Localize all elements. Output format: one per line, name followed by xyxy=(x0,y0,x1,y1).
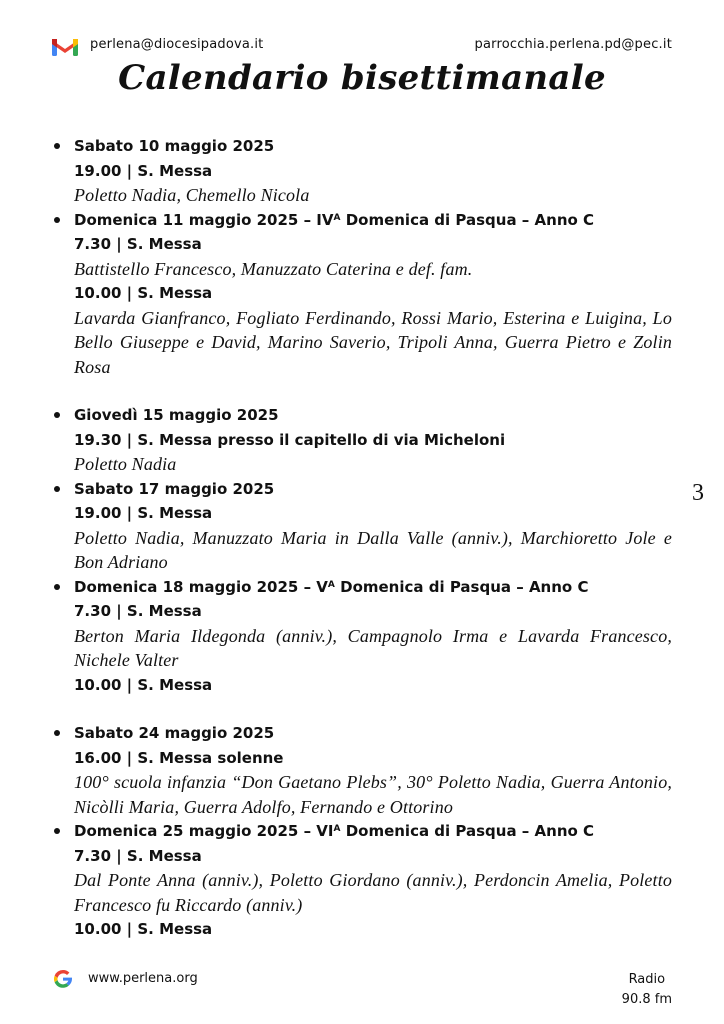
calendar-entry xyxy=(52,134,672,208)
email-link[interactable]: perlena@diocesipadova.it xyxy=(90,37,264,52)
website-link[interactable]: www.perlena.org xyxy=(88,971,198,986)
gmail-icon xyxy=(52,36,78,56)
radio-info xyxy=(622,970,672,1010)
entry-date-main: Domenica 11 maggio 2025 – IV xyxy=(74,210,334,229)
calendar-entry xyxy=(52,819,672,942)
week-group xyxy=(52,403,672,697)
mass-time: 7.30 | S. Messa xyxy=(74,846,202,865)
entry-date: Sabato 24 maggio 2025 xyxy=(74,724,275,742)
entry-date-sup: A xyxy=(333,824,341,834)
calendar-entry xyxy=(52,477,672,575)
calendar-entry xyxy=(52,575,672,698)
page-footer xyxy=(52,968,672,1008)
entry-date xyxy=(74,208,672,233)
entry-date-sup: A xyxy=(327,579,335,590)
mass-intentions: Berton Maria Ildegonda (anniv.), Campagnolo Irma e Lavarda Francesco, Nichele Valter xyxy=(74,625,672,670)
mass-time: 7.30 | S. Messa xyxy=(74,235,202,253)
page-title: Calendario bisettimanale xyxy=(118,58,606,98)
mass-intentions: Dal Ponte Anna (anniv.), Poletto Giordano (anniv.), Perdoncin Amelia, Poletto Francesco fu Riccardo (anniv.) xyxy=(74,870,672,915)
entry-date-sup: A xyxy=(333,212,341,223)
mass-intentions: Battistello Francesco, Manuzzato Caterina e def. fam. xyxy=(74,258,473,279)
entry-date: Giovedì 15 maggio 2025 xyxy=(74,406,279,424)
calendar-entry xyxy=(52,208,672,380)
entry-date xyxy=(74,575,672,600)
entry-date-main: Domenica 25 maggio 2025 – VI xyxy=(74,822,334,840)
mass-time: 16.00 | S. Messa solenne xyxy=(74,748,284,767)
radio-frequency: 90.8 fm xyxy=(621,992,672,1007)
radio-label: Radio xyxy=(628,972,666,987)
mass-intentions: Poletto Nadia, Chemello Nicola xyxy=(74,185,310,205)
calendar-entry xyxy=(52,721,672,819)
entry-date-main: Domenica 18 maggio 2025 – V xyxy=(74,577,328,596)
mass-time: 19.00 | S. Messa xyxy=(74,161,213,180)
mass-intentions: Lavarda Gianfranco, Fogliato Ferdinando, Rossi Mario, Esterina e Luigina, Lo Bello Giuseppe e David, Marino Saverio, Tripoli Anna, Guerra Pietro e Zolin Rosa xyxy=(74,307,672,377)
mass-intentions: Poletto Nadia xyxy=(74,454,177,474)
mass-time: 19.30 | S. Messa presso il capitello di via Micheloni xyxy=(74,430,506,449)
mass-intentions: 100° scuola infanzia “Don Gaetano Plebs”, 30° Poletto Nadia, Guerra Antonio, Nicòlli Maria, Guerra Adolfo, Fernando e Ottorino xyxy=(74,772,672,817)
pec-email-link[interactable]: parrocchia.perlena.pd@pec.it xyxy=(474,37,672,52)
mass-time: 7.30 | S. Messa xyxy=(74,602,202,620)
week-group xyxy=(52,134,672,379)
entry-date xyxy=(74,819,672,844)
mass-time: 10.00 | S. Messa xyxy=(74,284,213,302)
entry-date: Sabato 17 maggio 2025 xyxy=(74,479,275,498)
page-number: 3 xyxy=(692,480,704,506)
calendar-entry xyxy=(52,403,672,477)
google-icon xyxy=(52,968,74,990)
week-group xyxy=(52,721,672,942)
mass-intentions: Poletto Nadia, Manuzzato Maria in Dalla Valle (anniv.), Marchioretto Jole e Bon Adriano xyxy=(74,527,672,572)
calendar-content xyxy=(52,134,672,966)
entry-date-rest: Domenica di Pasqua – Anno C xyxy=(340,822,595,840)
mass-time: 19.00 | S. Messa xyxy=(74,504,213,522)
entry-date-rest: Domenica di Pasqua – Anno C xyxy=(334,577,589,596)
mass-time: 10.00 | S. Messa xyxy=(74,675,213,694)
page-header xyxy=(52,36,672,56)
entry-date-rest: Domenica di Pasqua – Anno C xyxy=(340,210,595,229)
entry-date: Sabato 10 maggio 2025 xyxy=(74,137,275,155)
mass-time: 10.00 | S. Messa xyxy=(74,920,213,938)
